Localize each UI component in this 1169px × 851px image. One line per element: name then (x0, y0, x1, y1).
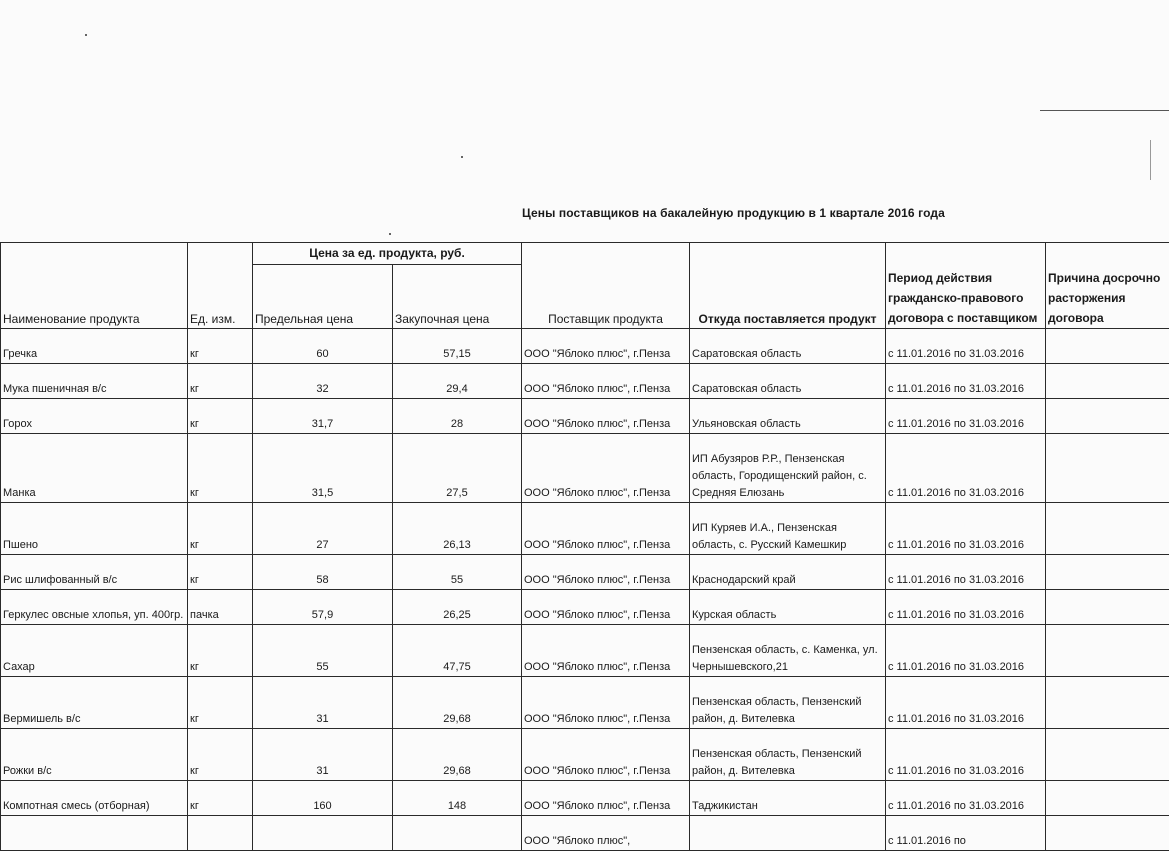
row-max-price: 31,5 (253, 434, 393, 503)
table-row (1, 677, 1169, 729)
row-unit: кг (188, 625, 253, 677)
row-name (1, 816, 188, 851)
row-unit: кг (188, 399, 253, 434)
row-max-price: 31 (253, 729, 393, 781)
table-row (1, 503, 1169, 555)
row-name: Компотная смесь (отборная) (1, 781, 188, 816)
row-reason (1046, 625, 1169, 677)
row-period: с 11.01.2016 по 31.03.2016 (886, 677, 1046, 729)
row-origin (690, 816, 886, 851)
row-period: с 11.01.2016 по 31.03.2016 (886, 590, 1046, 625)
header-period: Период действия гражданско-правового договора с поставщиком (886, 243, 1046, 329)
row-supplier: ООО "Яблоко плюс", г.Пенза (522, 399, 690, 434)
page-title: Цены поставщиков на бакалейную продукцию в 1 квартале 2016 года (522, 206, 945, 220)
row-unit: кг (188, 434, 253, 503)
row-supplier: ООО "Яблоко плюс", г.Пенза (522, 729, 690, 781)
row-max-price: 57,9 (253, 590, 393, 625)
row-unit: пачка (188, 590, 253, 625)
row-reason (1046, 555, 1169, 590)
row-period: с 11.01.2016 по 31.03.2016 (886, 364, 1046, 399)
header-name: Наименование продукта (1, 243, 188, 329)
row-origin: Саратовская область (690, 364, 886, 399)
row-reason (1046, 434, 1169, 503)
row-name: Вермишель в/с (1, 677, 188, 729)
row-purchase-price: 148 (393, 781, 522, 816)
row-supplier: ООО "Яблоко плюс", г.Пенза (522, 590, 690, 625)
row-reason (1046, 781, 1169, 816)
row-purchase-price: 27,5 (393, 434, 522, 503)
scan-speck (389, 233, 391, 235)
row-unit: кг (188, 555, 253, 590)
row-origin: Пензенская область, Пензенский район, д. Вителевка (690, 729, 886, 781)
table-row (1, 555, 1169, 590)
row-origin: Таджикистан (690, 781, 886, 816)
row-purchase-price: 47,75 (393, 625, 522, 677)
row-name: Гречка (1, 329, 188, 364)
row-period: с 11.01.2016 по 31.03.2016 (886, 503, 1046, 555)
table-row (1, 364, 1169, 399)
row-supplier: ООО "Яблоко плюс", г.Пенза (522, 434, 690, 503)
row-origin: ИП Абузяров Р.Р., Пензенская область, Городищенский район, с. Средняя Елюзань (690, 434, 886, 503)
row-max-price: 58 (253, 555, 393, 590)
row-unit: кг (188, 329, 253, 364)
row-purchase-price: 55 (393, 555, 522, 590)
table-row (1, 590, 1169, 625)
row-max-price: 31 (253, 677, 393, 729)
row-max-price (253, 816, 393, 851)
scan-speck (85, 34, 87, 36)
table-row (1, 625, 1169, 677)
row-name: Рис шлифованный в/с (1, 555, 188, 590)
scan-artifact-line (1150, 140, 1151, 180)
header-supplier: Поставщик продукта (522, 243, 690, 329)
scan-artifact-line (1040, 110, 1169, 111)
row-period: с 11.01.2016 по 31.03.2016 (886, 399, 1046, 434)
row-origin: Краснодарский край (690, 555, 886, 590)
row-name: Мука пшеничная в/с (1, 364, 188, 399)
row-unit: кг (188, 677, 253, 729)
row-reason (1046, 399, 1169, 434)
row-supplier: ООО "Яблоко плюс", г.Пенза (522, 625, 690, 677)
row-max-price: 55 (253, 625, 393, 677)
row-name: Горох (1, 399, 188, 434)
row-origin: Курская область (690, 590, 886, 625)
row-origin: Пензенская область, Пензенский район, д. Вителевка (690, 677, 886, 729)
header-unit: Ед. изм. (188, 243, 253, 329)
header-max-price: Предельная цена (253, 265, 393, 329)
row-reason (1046, 364, 1169, 399)
row-purchase-price: 28 (393, 399, 522, 434)
row-supplier: ООО "Яблоко плюс", (522, 816, 690, 851)
row-supplier: ООО "Яблоко плюс", г.Пенза (522, 555, 690, 590)
row-period: с 11.01.2016 по 31.03.2016 (886, 729, 1046, 781)
table-row (1, 434, 1169, 503)
row-reason (1046, 816, 1169, 851)
row-supplier: ООО "Яблоко плюс", г.Пенза (522, 329, 690, 364)
row-origin: ИП Куряев И.А., Пензенская область, с. Русский Камешкир (690, 503, 886, 555)
row-reason (1046, 503, 1169, 555)
row-unit: кг (188, 781, 253, 816)
row-period: с 11.01.2016 по 31.03.2016 (886, 434, 1046, 503)
header-purchase-price: Закупочная цена (393, 265, 522, 329)
row-name: Сахар (1, 625, 188, 677)
row-period: с 11.01.2016 по 31.03.2016 (886, 329, 1046, 364)
row-max-price: 32 (253, 364, 393, 399)
row-supplier: ООО "Яблоко плюс", г.Пенза (522, 677, 690, 729)
row-unit: кг (188, 503, 253, 555)
row-purchase-price: 26,13 (393, 503, 522, 555)
row-purchase-price: 29,68 (393, 677, 522, 729)
row-name: Рожки в/с (1, 729, 188, 781)
row-reason (1046, 590, 1169, 625)
row-reason (1046, 329, 1169, 364)
row-period: с 11.01.2016 по 31.03.2016 (886, 625, 1046, 677)
row-purchase-price (393, 816, 522, 851)
row-purchase-price: 29,68 (393, 729, 522, 781)
row-purchase-price: 26,25 (393, 590, 522, 625)
row-origin: Ульяновская область (690, 399, 886, 434)
row-max-price: 31,7 (253, 399, 393, 434)
row-unit (188, 816, 253, 851)
table-row (1, 399, 1169, 434)
row-reason (1046, 677, 1169, 729)
row-period: с 11.01.2016 по 31.03.2016 (886, 781, 1046, 816)
row-supplier: ООО "Яблоко плюс", г.Пенза (522, 364, 690, 399)
price-table (0, 242, 1169, 851)
row-reason (1046, 729, 1169, 781)
row-period: с 11.01.2016 по (886, 816, 1046, 851)
row-supplier: ООО "Яблоко плюс", г.Пенза (522, 503, 690, 555)
row-period: с 11.01.2016 по 31.03.2016 (886, 555, 1046, 590)
row-max-price: 60 (253, 329, 393, 364)
table-row (1, 781, 1169, 816)
row-supplier: ООО "Яблоко плюс", г.Пенза (522, 781, 690, 816)
row-purchase-price: 57,15 (393, 329, 522, 364)
header-price-group: Цена за ед. продукта, руб. (253, 243, 522, 265)
row-unit: кг (188, 364, 253, 399)
row-unit: кг (188, 729, 253, 781)
table-row (1, 329, 1169, 364)
header-reason: Причина досрочно расторжения договора (1046, 243, 1169, 329)
row-name: Манка (1, 434, 188, 503)
row-purchase-price: 29,4 (393, 364, 522, 399)
row-name: Геркулес овсные хлопья, уп. 400гр. (1, 590, 188, 625)
header-origin: Откуда поставляется продукт (690, 243, 886, 329)
row-origin: Саратовская область (690, 329, 886, 364)
table-row (1, 816, 1169, 851)
table-row (1, 729, 1169, 781)
row-max-price: 27 (253, 503, 393, 555)
row-origin: Пензенская область, с. Каменка, ул. Чернышевского,21 (690, 625, 886, 677)
row-max-price: 160 (253, 781, 393, 816)
scan-speck (461, 156, 463, 158)
row-name: Пшено (1, 503, 188, 555)
